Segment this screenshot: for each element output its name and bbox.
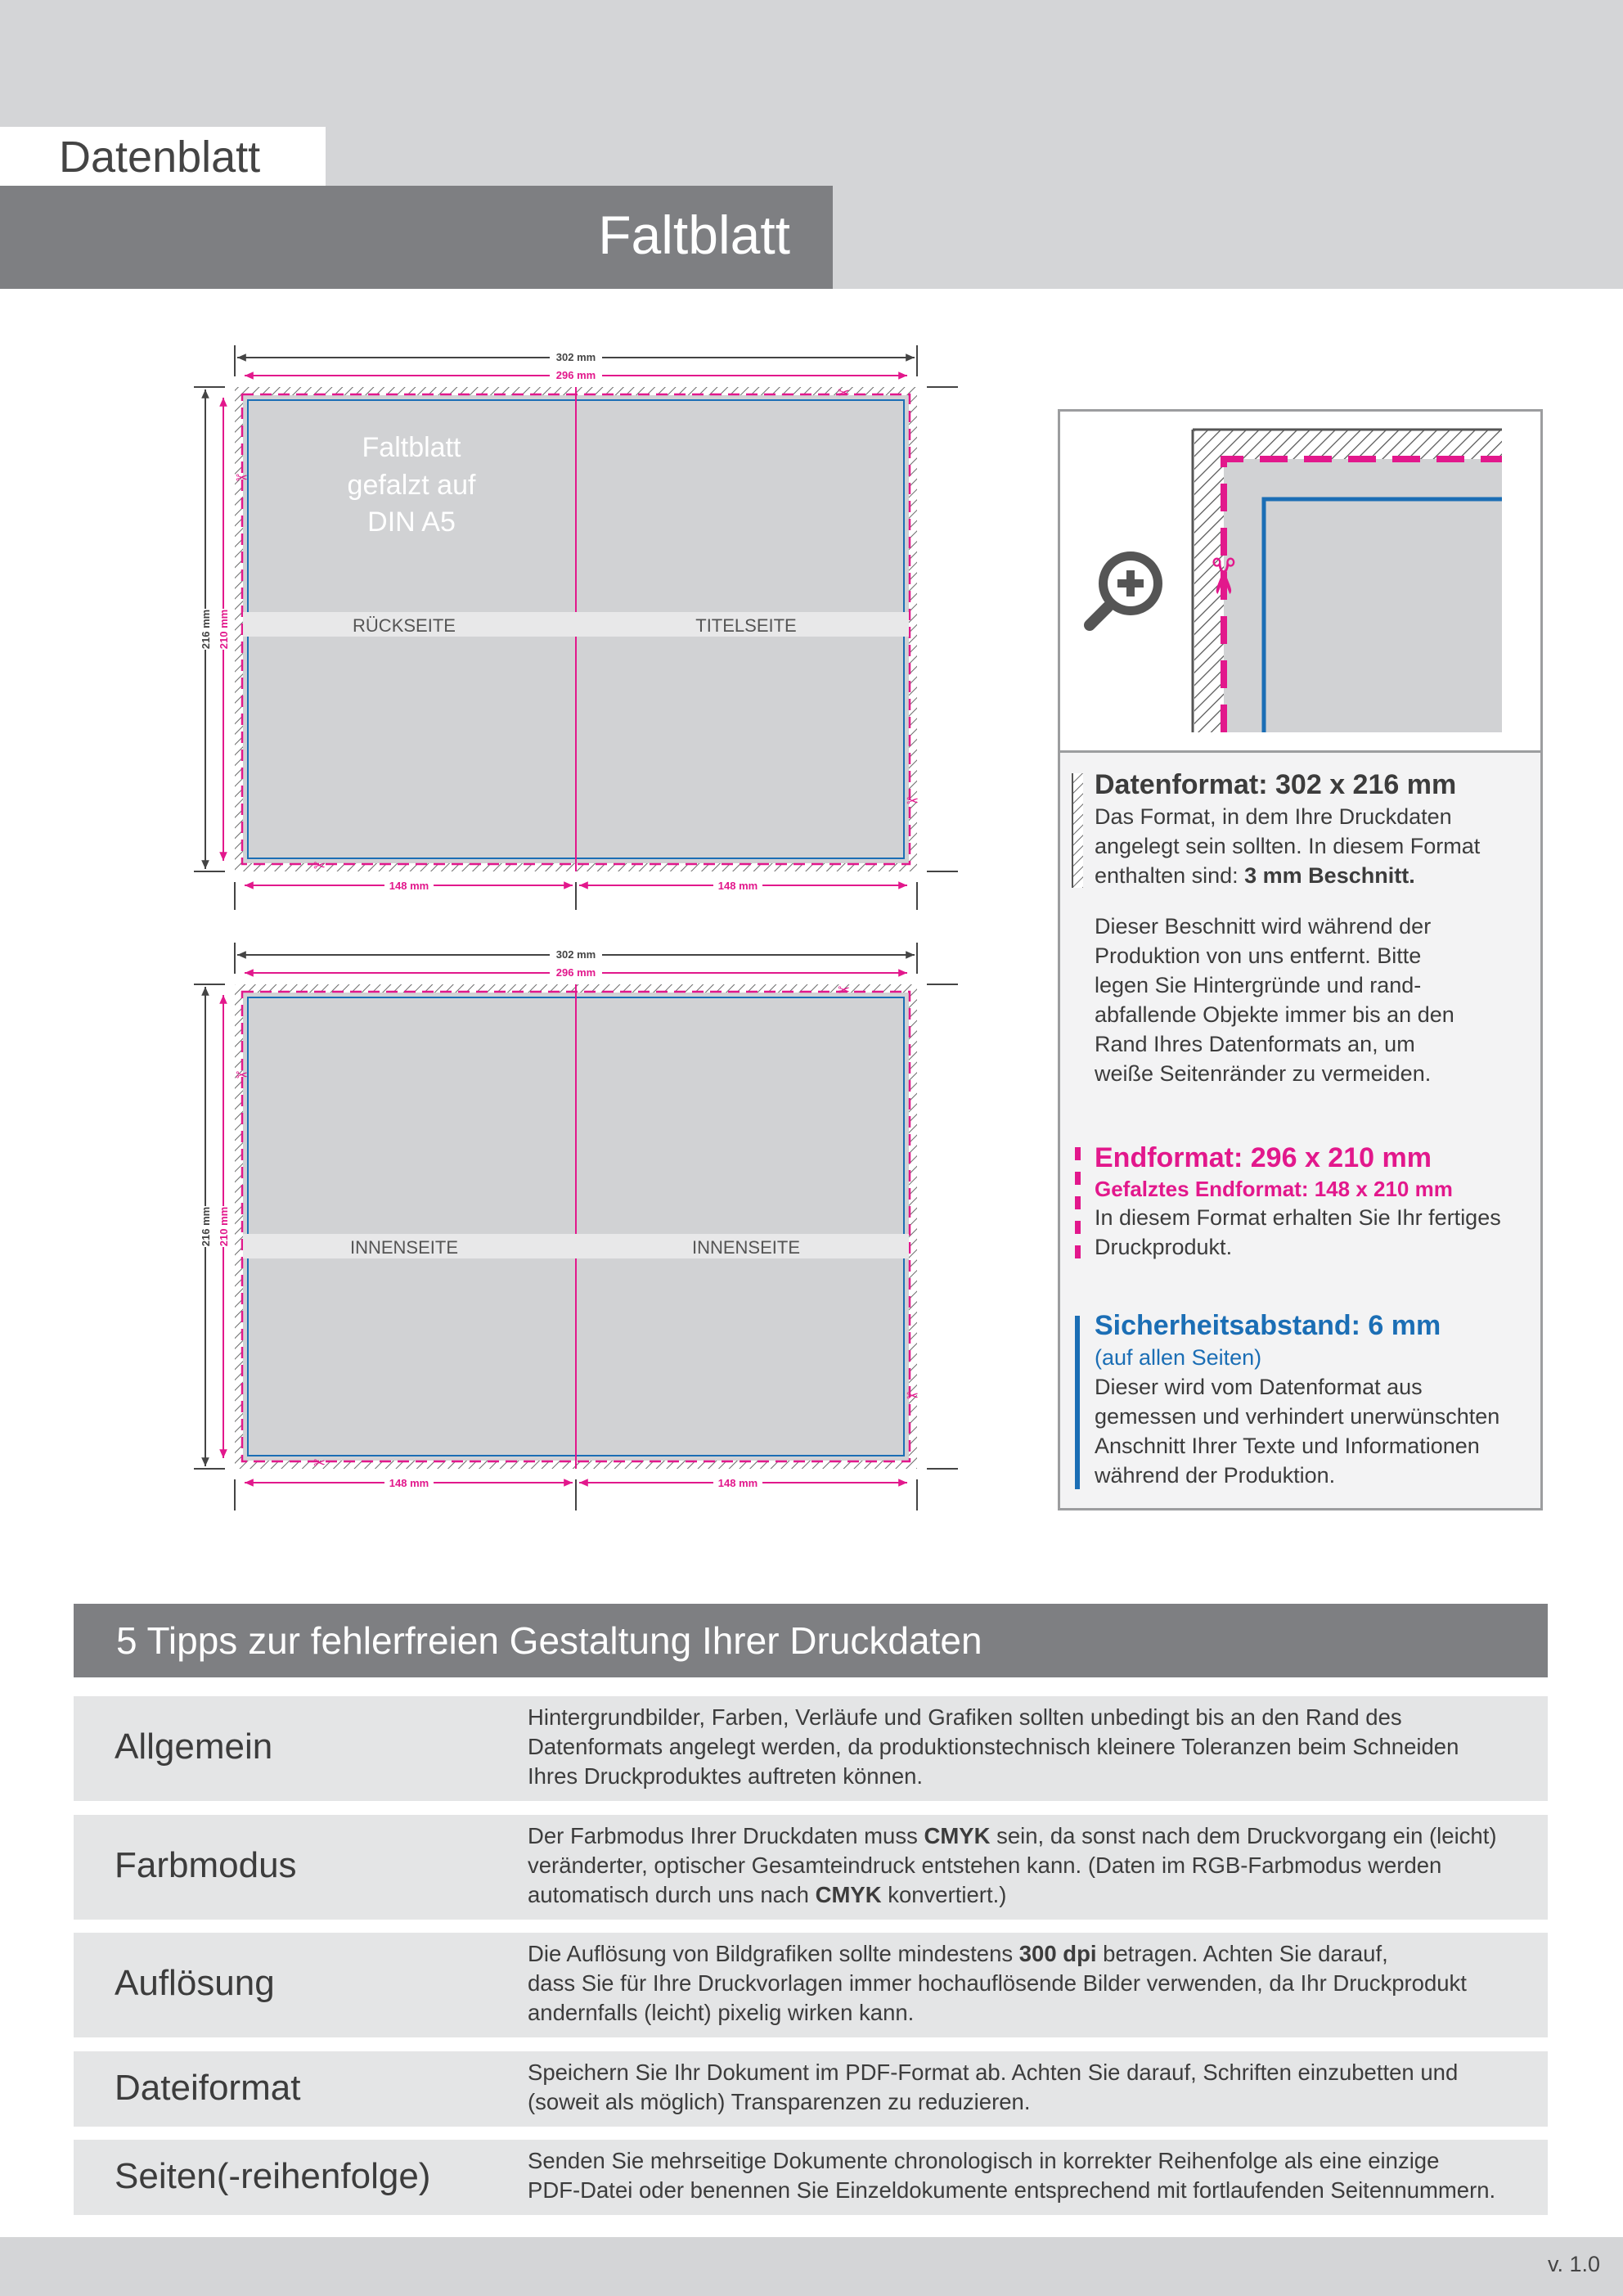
datenformat-line: Das Format, in dem Ihre Druckdaten — [1095, 804, 1452, 829]
tip-text — [528, 1821, 1526, 1910]
endformat-line: Druckprodukt. — [1095, 1235, 1233, 1259]
tip-line — [528, 1939, 1526, 1969]
bold-text: CMYK — [815, 1882, 882, 1907]
version-label: v. 1.0 — [1547, 2252, 1600, 2276]
endformat-line: In diesem Format erhalten Sie Ihr fertiges — [1095, 1205, 1501, 1230]
dim-end-height: 210 mm — [218, 1206, 230, 1247]
scissors-icon: ✂ — [906, 793, 919, 809]
tip-text — [528, 2146, 1526, 2205]
scissors-icon: ✂ — [838, 982, 851, 998]
caption-line-2: gefalzt auf — [347, 470, 476, 501]
tip-line: Hintergrundbilder, Farben, Verläufe und Grafiken sollten unbedingt bis an den Rand des — [528, 1704, 1402, 1730]
bold-text: 300 dpi — [1018, 1941, 1097, 1966]
panel-left-label: RÜCKSEITE — [353, 615, 456, 636]
scissors-icon: ✂ — [236, 1067, 249, 1083]
zoom-detail — [1060, 412, 1540, 753]
sicherheit-line: während der Produktion. — [1095, 1463, 1336, 1488]
label-strip — [243, 612, 909, 637]
endformat-marker — [1075, 1147, 1081, 1262]
scissors-icon: ✂ — [906, 1388, 919, 1404]
dim-total-height: 216 mm — [200, 609, 212, 650]
datenformat-para-line: Rand Ihres Datenformats an, um — [1095, 1032, 1415, 1056]
datenformat-line: angelegt sein sollten. In diesem Format — [1095, 834, 1481, 858]
caption-line-3: DIN A5 — [367, 506, 456, 538]
dim-panel-right: 148 mm — [717, 1477, 758, 1489]
text: Die Auflösung von Bildgrafiken sollte mindestens — [528, 1941, 1019, 1966]
sicherheit-marker — [1075, 1316, 1080, 1489]
tip-line: Datenformats angelegt werden, da produktionstechnisch kleinere Toleranzen beim Schneiden — [528, 1734, 1459, 1759]
dim-panel-right: 148 mm — [717, 880, 758, 892]
tip-row-allgemein — [74, 1696, 1548, 1801]
tip-label: Dateiformat — [115, 2068, 301, 2108]
tip-line — [528, 1880, 1526, 1910]
text: automatisch durch uns nach — [528, 1882, 816, 1907]
tip-row-aufloesung — [74, 1933, 1548, 2037]
panel-left-label: INNENSEITE — [349, 1237, 459, 1258]
tip-label: Auflösung — [115, 1963, 275, 2003]
tip-text — [528, 1939, 1526, 2028]
tip-line: Senden Sie mehrseitige Dokumente chronologisch in korrekter Reihenfolge als eine einzige — [528, 2148, 1440, 2173]
dim-total-width: 302 mm — [555, 351, 596, 363]
dim-end-height: 210 mm — [218, 609, 230, 650]
doc-type-label — [0, 127, 326, 186]
sicherheit-line: Dieser wird vom Datenformat aus — [1095, 1375, 1423, 1399]
tip-text — [528, 1703, 1526, 1791]
fold-diagrams — [0, 311, 1031, 1538]
zoom-detail-graphic — [1060, 412, 1540, 750]
caption-line-1: Faltblatt — [362, 432, 461, 463]
dim-end-width: 296 mm — [555, 966, 596, 979]
tip-row-seiten — [74, 2140, 1548, 2215]
tip-label: Allgemein — [115, 1727, 273, 1767]
tip-line: Speichern Sie Ihr Dokument im PDF-Format ab. Achten Sie darauf, Schriften einzubetten und — [528, 2060, 1459, 2085]
dim-panel-left: 148 mm — [389, 880, 429, 892]
datenformat-para-line: legen Sie Hintergründe und rand- — [1095, 973, 1422, 997]
dim-panel-left: 148 mm — [389, 1477, 429, 1489]
panel-right-label: TITELSEITE — [695, 615, 797, 636]
datenformat-marker — [1072, 773, 1083, 888]
sicherheit-subheading: (auf allen Seiten) — [1095, 1345, 1262, 1370]
datenformat-block — [1095, 768, 1536, 1088]
text: Der Farbmodus Ihrer Druckdaten muss — [528, 1823, 924, 1848]
tip-line: veränderter, optischer Gesamteindruck entstehen kann. (Daten im RGB-Farbmodus werden — [528, 1853, 1442, 1878]
datenformat-heading: Datenformat: 302 x 216 mm — [1095, 769, 1457, 800]
tip-line — [528, 1821, 1526, 1851]
dim-total-width: 302 mm — [555, 948, 596, 961]
text: betragen. Achten Sie darauf, — [1096, 1941, 1388, 1966]
tip-row-dateiformat — [74, 2051, 1548, 2127]
tip-line: Ihres Druckproduktes auftreten können. — [528, 1763, 924, 1789]
label-strip — [243, 1234, 909, 1258]
sicherheit-block — [1095, 1308, 1536, 1490]
datenformat-para-line: Produktion von uns entfernt. Bitte — [1095, 943, 1422, 968]
text: konvertiert.) — [881, 1882, 1007, 1907]
endformat-block — [1095, 1141, 1536, 1262]
tip-line: PDF-Datei oder benennen Sie Einzeldokumente entsprechend mit fortlaufenden Seitennummern. — [528, 2177, 1496, 2203]
tip-line: dass Sie für Ihre Druckvorlagen immer hochauflösende Bilder verwenden, da Ihr Druckprodukt — [528, 1970, 1467, 1996]
dim-end-width: 296 mm — [555, 369, 596, 381]
scissors-icon: ✂ — [838, 385, 851, 401]
scissors-icon: ✂ — [236, 470, 249, 486]
tip-line: andernfalls (leicht) pixelig wirken kann. — [528, 2000, 915, 2025]
tips-header — [74, 1604, 1548, 1677]
scissors-icon: ✂ — [1195, 556, 1250, 597]
tips-title: 5 Tipps zur fehlerfreien Gestaltung Ihrer Druckdaten — [116, 1619, 982, 1662]
datenformat-para-line: Dieser Beschnitt wird während der — [1095, 914, 1432, 939]
tip-row-farbmodus — [74, 1815, 1548, 1920]
sicherheit-line: gemessen und verhindert unerwünschten — [1095, 1404, 1500, 1429]
page-title: Faltblatt — [598, 205, 790, 265]
diagram-front — [194, 345, 958, 910]
panel-right-label: INNENSEITE — [691, 1237, 801, 1258]
sicherheit-line: Anschnitt Ihrer Texte und Informationen — [1095, 1434, 1480, 1458]
diagram-back — [194, 943, 958, 1510]
bold-text: 3 mm Beschnitt. — [1244, 863, 1415, 888]
tip-text — [528, 2058, 1526, 2117]
datenformat-line — [1095, 861, 1536, 890]
doc-type-text: Datenblatt — [59, 133, 261, 182]
sicherheit-heading: Sicherheitsabstand: 6 mm — [1095, 1310, 1441, 1341]
dim-total-height: 216 mm — [200, 1206, 212, 1247]
scissors-icon: ✂ — [313, 1455, 326, 1471]
scissors-icon: ✂ — [313, 858, 326, 874]
bold-text: CMYK — [924, 1823, 991, 1848]
text: enthalten sind: — [1095, 863, 1245, 888]
datenformat-para-line: weiße Seitenränder zu vermeiden. — [1095, 1061, 1432, 1086]
tip-label: Seiten(-reihenfolge) — [115, 2156, 431, 2196]
endformat-subheading: Gefalztes Endformat: 148 x 210 mm — [1095, 1177, 1453, 1201]
title-bar — [0, 186, 833, 289]
tip-line: (soweit als möglich) Transparenzen zu reduzieren. — [528, 2089, 1031, 2114]
datenformat-para-line: abfallende Objekte immer bis an den — [1095, 1002, 1454, 1027]
endformat-heading: Endformat: 296 x 210 mm — [1095, 1142, 1432, 1173]
text: sein, da sonst nach dem Druckvorgang ein (leicht) — [990, 1823, 1497, 1848]
magnifier-plus-icon — [1090, 551, 1162, 625]
tip-label: Farbmodus — [115, 1845, 297, 1885]
footer-band — [0, 2237, 1623, 2296]
